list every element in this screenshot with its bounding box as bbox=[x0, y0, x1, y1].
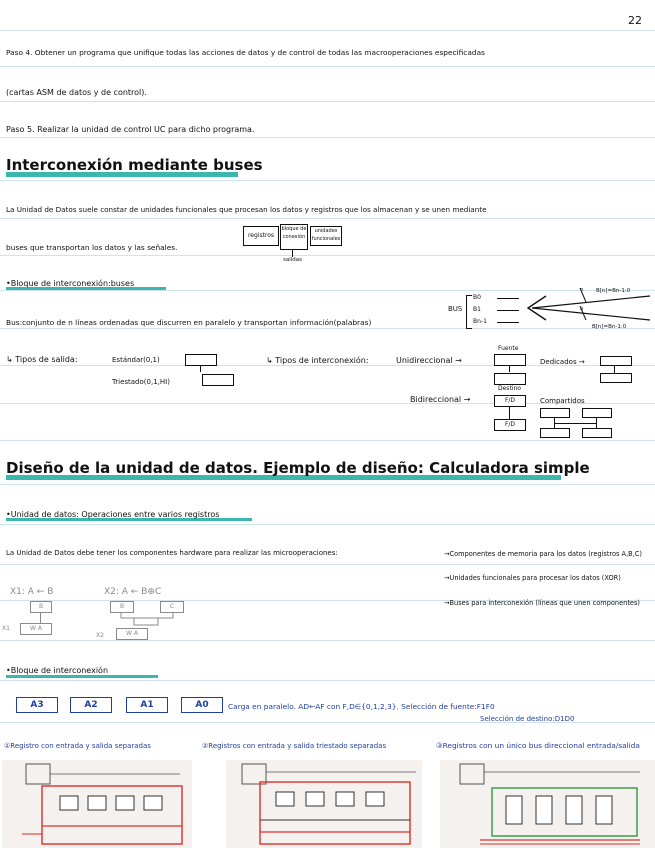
subheading-highlight bbox=[6, 675, 158, 678]
step4-line1: Paso 4. Obtener un programa que unifique todas las acciones de datos y de control de todas las macrooperaciones especificadas bbox=[6, 48, 485, 57]
salida-triestado: Triestado(0,1,HI) bbox=[112, 378, 170, 386]
bus-range-bottom: B[n]=Bn-1:0 bbox=[592, 324, 627, 330]
fd-box: F/D bbox=[494, 395, 526, 407]
unidades-box: unidades funcionales bbox=[310, 226, 342, 246]
x1-wire bbox=[40, 613, 41, 623]
intro-line2: buses que transportan los datos y las señales. bbox=[6, 243, 178, 252]
x2-reg-b: B bbox=[110, 601, 134, 613]
register-a3: A3 bbox=[16, 697, 58, 713]
rule-line bbox=[0, 564, 655, 565]
fd-box: F/D bbox=[494, 419, 526, 431]
register-a1: A1 bbox=[126, 697, 168, 713]
rule-line bbox=[0, 66, 655, 67]
section-title-diseno: Diseño de la unidad de datos. Ejemplo de diseño: Calculadora simple bbox=[6, 459, 590, 477]
carga-note: Carga en paralelo. AD←AF con F,D∈{0,1,2,3}. Selección de fuente:F1F0 bbox=[228, 702, 495, 711]
unidades-item: →Unidades funcionales para procesar los datos (XOR) bbox=[444, 574, 621, 582]
option-2: ②Registros con entrada y salida triestado separadas bbox=[202, 742, 387, 750]
bus-line-n: Bn-1 bbox=[473, 318, 487, 325]
compartidos-label: Compartidos bbox=[540, 397, 585, 405]
bus-line-1: B1 bbox=[473, 306, 481, 313]
rule-line bbox=[0, 218, 655, 219]
x1-input: X1 bbox=[2, 625, 10, 632]
option-1: ①Registro con entrada y salida separadas bbox=[4, 742, 151, 750]
fd-wire bbox=[509, 407, 510, 419]
rule-line bbox=[0, 30, 655, 31]
registros-box: registros bbox=[243, 226, 279, 246]
bus-line-0: B0 bbox=[473, 294, 481, 301]
bus-wire bbox=[497, 310, 519, 311]
salida-estandar: Estándar(0,1) bbox=[112, 356, 160, 364]
fuente-label: Fuente bbox=[498, 345, 519, 352]
circuit-thumbnail-3 bbox=[440, 760, 655, 848]
bus-wire bbox=[497, 298, 519, 299]
subheading-interconexion: •Bloque de interconexión bbox=[6, 666, 109, 675]
rule-line bbox=[0, 180, 655, 181]
estandar-symbol bbox=[185, 354, 217, 366]
fuente-wire bbox=[509, 366, 510, 372]
x1-label: X1: A ← B bbox=[10, 587, 54, 597]
destino-note: Selección de destino:D1D0 bbox=[480, 715, 575, 723]
bidireccional-label: Bidireccional → bbox=[410, 395, 471, 404]
bus-definition: Bus:conjunto de n líneas ordenadas que discurren en paralelo y transportan información(palabras) bbox=[6, 318, 372, 327]
bus-label: BUS bbox=[448, 305, 463, 313]
unidireccional-label: Unidireccional → bbox=[396, 356, 462, 365]
rule-line bbox=[0, 524, 655, 525]
x2-reg-a: W A bbox=[116, 628, 148, 640]
bus-symbol bbox=[524, 288, 654, 332]
register-a2: A2 bbox=[70, 697, 112, 713]
x1-reg-b: B bbox=[30, 601, 52, 613]
dedicados-box bbox=[600, 356, 632, 366]
register-a0: A0 bbox=[181, 697, 223, 713]
dedicados-wire bbox=[614, 365, 615, 373]
page-number: 22 bbox=[628, 14, 642, 27]
rule-line bbox=[0, 440, 655, 441]
rule-line bbox=[0, 640, 655, 641]
x2-reg-c: C bbox=[160, 601, 184, 613]
x2-xor-gate bbox=[118, 612, 178, 626]
compartidos-box bbox=[582, 408, 612, 418]
circuit-thumbnail-2 bbox=[226, 760, 422, 848]
bus-n-bottom: n bbox=[580, 306, 584, 312]
buses-item: →Buses para interconexión (líneas que unen componentes) bbox=[444, 599, 640, 607]
tipos-interconexion-label: ↳ Tipos de interconexión: bbox=[266, 356, 369, 365]
bus-wire bbox=[497, 322, 519, 323]
rule-line bbox=[0, 680, 655, 681]
bloque-box: bloque de conexión bbox=[280, 224, 308, 250]
dedicados-box bbox=[600, 373, 632, 383]
step4-line2: (cartas ASM de datos y de control). bbox=[6, 88, 147, 97]
salidas-label: salidas bbox=[283, 257, 303, 263]
compartidos-box bbox=[582, 428, 612, 438]
salidas-arrow bbox=[292, 249, 293, 257]
destino-box bbox=[494, 373, 526, 385]
step5: Paso 5. Realizar la unidad de control UC para dicho programa. bbox=[6, 125, 255, 134]
option-3: ③Registros con un único bus direccional entrada/salida bbox=[436, 741, 640, 750]
x2-label: X2: A ← B⊕C bbox=[104, 587, 162, 597]
subheading-buses: •Bloque de interconexión:buses bbox=[6, 279, 135, 288]
bus-brace bbox=[466, 295, 472, 329]
section-title-buses: Interconexión mediante buses bbox=[6, 156, 263, 174]
triestado-symbol bbox=[202, 374, 234, 386]
x2-input: X2 bbox=[96, 632, 104, 639]
tipos-salida-label: ↳ Tipos de salida: bbox=[6, 355, 78, 364]
estandar-output bbox=[200, 366, 201, 372]
circuit-thumbnail-1 bbox=[2, 760, 192, 848]
rule-line bbox=[0, 255, 655, 256]
destino-label: Destino bbox=[498, 385, 521, 392]
dedicados-label: Dedicados → bbox=[540, 358, 585, 366]
unidad-datos-text: La Unidad de Datos debe tener los componentes hardware para realizar las microoperaciones: bbox=[6, 549, 338, 557]
rule-line bbox=[0, 101, 655, 102]
subheading-operaciones: •Unidad de datos: Operaciones entre varios registros bbox=[6, 510, 220, 519]
compartidos-box bbox=[540, 408, 570, 418]
componentes-item: →Componentes de memoria para los datos (registros A,B,C) bbox=[444, 550, 642, 558]
bus-range-top: B[n]=Bn-1:0 bbox=[596, 288, 631, 294]
bus-n-top: n bbox=[580, 287, 584, 293]
compartidos-bus bbox=[554, 423, 597, 424]
rule-line bbox=[0, 137, 655, 138]
intro-line1: La Unidad de Datos suele constar de unidades funcionales que procesan los datos y registros que los almacenan y se unen mediante bbox=[6, 205, 487, 214]
x1-reg-a: W A bbox=[20, 623, 52, 635]
fuente-box bbox=[494, 354, 526, 366]
rule-line bbox=[0, 484, 655, 485]
compartidos-box bbox=[540, 428, 570, 438]
